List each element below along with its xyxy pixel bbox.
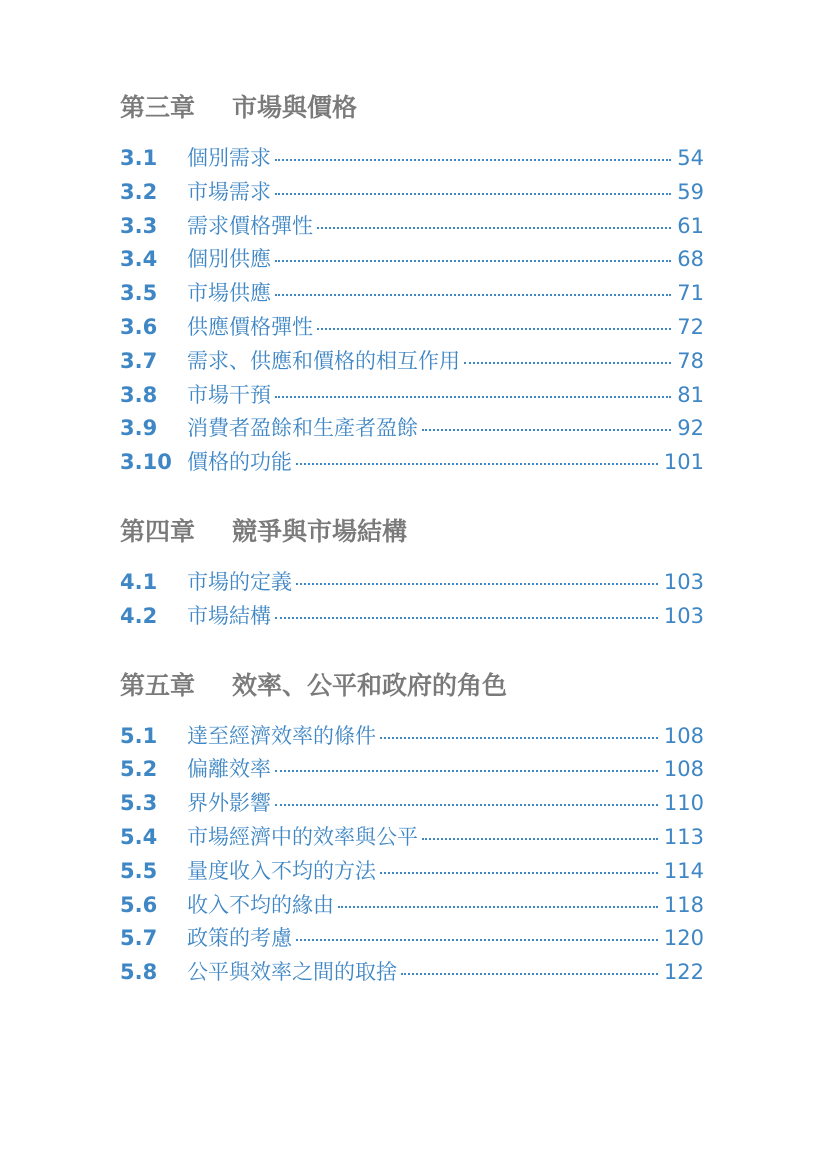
- section-number: 3.5: [120, 281, 158, 306]
- section-number: 5.3: [120, 791, 158, 816]
- section-number: 3.2: [120, 179, 158, 204]
- section-title: 政策的考慮: [187, 926, 292, 951]
- chapter-title: 競爭與市場結構: [232, 516, 408, 546]
- page-number: 120: [663, 926, 704, 951]
- section-number: 5.4: [120, 824, 158, 849]
- page-number: 108: [663, 757, 704, 782]
- section-number: 3.3: [120, 213, 158, 238]
- toc-entry-list: [120, 566, 704, 634]
- toc-entry[interactable]: [120, 379, 704, 413]
- toc-entry-list: [120, 720, 704, 990]
- toc-entry[interactable]: [120, 277, 704, 311]
- section-number: 4.1: [120, 569, 158, 594]
- toc-entry[interactable]: [120, 210, 704, 244]
- dot-leader: [275, 159, 671, 161]
- toc-entry[interactable]: [120, 176, 704, 210]
- toc-entry[interactable]: [120, 446, 704, 480]
- section-number: 5.6: [120, 892, 158, 917]
- section-title: 達至經濟效率的條件: [187, 723, 376, 748]
- section-title: 市場干預: [187, 382, 271, 407]
- dot-leader: [338, 906, 658, 908]
- toc-entry[interactable]: [120, 720, 704, 754]
- page-number: 118: [663, 892, 704, 917]
- section-number: 3.4: [120, 247, 158, 272]
- page-number: 78: [677, 348, 704, 373]
- page-number: 110: [663, 791, 704, 816]
- dot-leader: [275, 193, 671, 195]
- page-number: 71: [677, 281, 704, 306]
- dot-leader: [296, 583, 658, 585]
- toc-entry-list: [120, 142, 704, 480]
- section-number: 5.5: [120, 858, 158, 883]
- section-number: 4.2: [120, 603, 158, 628]
- chapter-4-section: [120, 512, 704, 634]
- section-title: 量度收入不均的方法: [187, 858, 376, 883]
- section-number: 3.1: [120, 146, 158, 170]
- dot-leader: [464, 362, 671, 364]
- dot-leader: [401, 973, 658, 975]
- page-number: 114: [663, 858, 704, 883]
- dot-leader: [380, 737, 658, 739]
- chapter-label: 第三章: [120, 93, 196, 122]
- dot-leader: [275, 260, 671, 262]
- page-number: 68: [677, 247, 704, 272]
- page-number: 92: [677, 416, 704, 441]
- toc-entry[interactable]: [120, 855, 704, 889]
- section-number: 5.7: [120, 926, 158, 951]
- section-title: 需求價格彈性: [187, 213, 313, 238]
- page-number: 113: [663, 824, 704, 849]
- dot-leader: [422, 429, 671, 431]
- dot-leader: [317, 328, 671, 330]
- section-title: 市場的定義: [187, 569, 292, 594]
- chapter-heading: [120, 512, 704, 550]
- section-title: 公平與效率之間的取捨: [187, 960, 397, 985]
- section-number: 5.8: [120, 960, 158, 985]
- dot-leader: [296, 463, 658, 465]
- section-number: 5.1: [120, 723, 158, 748]
- section-title: 界外影響: [187, 791, 271, 816]
- page-number: 59: [677, 179, 704, 204]
- chapter-3-section: [120, 88, 704, 480]
- chapter-title: 市場與價格: [232, 93, 358, 122]
- section-number: 3.10: [120, 450, 172, 475]
- chapter-label: 第四章: [120, 516, 196, 546]
- section-title: 供應價格彈性: [187, 314, 313, 339]
- toc-entry[interactable]: [120, 956, 704, 990]
- section-title: 需求、供應和價格的相互作用: [187, 348, 460, 373]
- page-number: 72: [677, 314, 704, 339]
- section-number: 3.7: [120, 348, 158, 373]
- toc-entry[interactable]: [120, 142, 704, 176]
- section-title: 市場供應: [187, 281, 271, 306]
- toc-entry[interactable]: [120, 922, 704, 956]
- toc-entry[interactable]: [120, 600, 704, 634]
- section-number: 3.6: [120, 314, 158, 339]
- section-title: 市場結構: [187, 603, 271, 628]
- chapter-5-section: [120, 666, 704, 990]
- chapter-heading: [120, 88, 704, 126]
- page-number: 61: [677, 213, 704, 238]
- section-title: 收入不均的緣由: [187, 892, 334, 917]
- toc-entry[interactable]: [120, 243, 704, 277]
- chapter-label: 第五章: [120, 670, 196, 700]
- dot-leader: [275, 294, 671, 296]
- dot-leader: [296, 939, 658, 941]
- section-number: 3.8: [120, 382, 158, 407]
- section-title: 個別供應: [187, 247, 271, 272]
- dot-leader: [275, 804, 658, 806]
- page-number: 81: [677, 382, 704, 407]
- dot-leader: [275, 617, 658, 619]
- section-title: 價格的功能: [187, 450, 292, 475]
- toc-entry[interactable]: [120, 889, 704, 923]
- toc-entry[interactable]: [120, 566, 704, 600]
- page-number: 103: [663, 603, 704, 628]
- toc-entry[interactable]: [120, 787, 704, 821]
- toc-entry[interactable]: [120, 345, 704, 379]
- dot-leader: [422, 838, 658, 840]
- section-number: 3.9: [120, 416, 158, 441]
- toc-entry[interactable]: [120, 311, 704, 345]
- page-number: 54: [677, 146, 704, 170]
- toc-entry[interactable]: [120, 753, 704, 787]
- table-of-contents: [120, 88, 704, 990]
- dot-leader: [275, 770, 658, 772]
- chapter-title: 效率、公平和政府的角色: [232, 670, 508, 700]
- dot-leader: [380, 872, 658, 874]
- page-number: 103: [663, 569, 704, 594]
- toc-entry[interactable]: [120, 821, 704, 855]
- section-number: 5.2: [120, 757, 158, 782]
- page-number: 101: [663, 450, 704, 475]
- dot-leader: [317, 227, 671, 229]
- section-title: 個別需求: [187, 146, 271, 170]
- section-title: 消費者盈餘和生產者盈餘: [187, 416, 418, 441]
- section-title: 偏離效率: [187, 757, 271, 782]
- chapter-heading: [120, 666, 704, 704]
- dot-leader: [275, 396, 671, 398]
- section-title: 市場經濟中的效率與公平: [187, 824, 418, 849]
- section-title: 市場需求: [187, 179, 271, 204]
- toc-entry[interactable]: [120, 412, 704, 446]
- page-number: 122: [663, 960, 704, 985]
- page-number: 108: [663, 723, 704, 748]
